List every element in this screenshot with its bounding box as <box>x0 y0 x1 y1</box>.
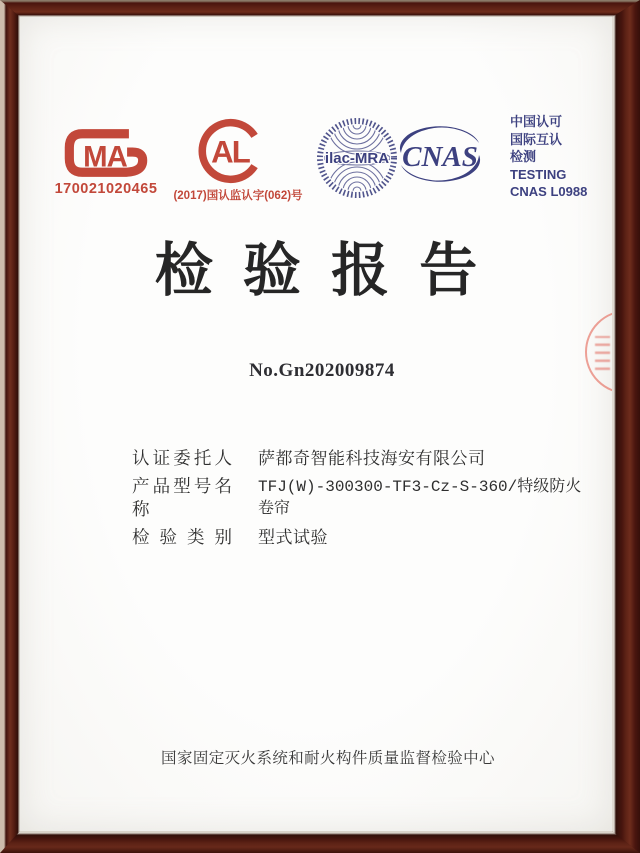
cnas-logo-icon <box>396 121 484 187</box>
accreditation-line: CNAS L0988 <box>510 184 588 200</box>
cma-certificate-number: 170021020465 <box>54 181 158 197</box>
accreditation-line: TESTING <box>510 166 567 182</box>
accreditation-line: 检测 <box>510 149 537 165</box>
report-number: No.Gn202009874 <box>249 360 395 381</box>
ilac-mra-logo-icon <box>315 110 399 206</box>
field-value: 萨都奇智能科技海安有限公司 <box>258 449 486 468</box>
frame-right <box>612 0 640 853</box>
frame-left <box>0 0 20 853</box>
accreditation-text <box>510 113 610 201</box>
field-row-applicant <box>132 447 608 470</box>
field-value: 型式试验 <box>258 528 328 547</box>
certificate-paper <box>20 17 612 831</box>
report-fields <box>132 447 608 554</box>
accreditation-line: 国际互认 <box>510 131 563 147</box>
cma-logo-icon <box>62 127 150 179</box>
svg-text:ilac-MRA: ilac-MRA <box>324 150 390 167</box>
svg-text:AL: AL <box>211 134 249 170</box>
frame-bottom <box>0 831 640 853</box>
field-label: 认证委托人 <box>132 448 232 468</box>
field-row-test-type <box>132 526 608 549</box>
accreditation-line: 中国认可 <box>510 114 563 129</box>
svg-text:CNAS: CNAS <box>402 141 478 173</box>
cal-logo-icon <box>196 117 264 185</box>
cal-approval-number: (2017)国认监认字(062)号 <box>173 190 303 202</box>
report-title: 检验报告 <box>154 238 508 303</box>
field-row-product-model <box>132 475 608 521</box>
issuing-authority: 国家固定灭火系统和耐火构件质量监督检验中心 <box>161 750 495 767</box>
frame-top <box>0 0 640 17</box>
svg-text:MA: MA <box>83 140 127 174</box>
seal-glyphs <box>595 336 610 370</box>
field-value: TFJ(W)-300300-TF3-Cz-S-360/特级防火卷帘 <box>258 478 582 518</box>
field-label: 产品型号名称 <box>132 476 232 519</box>
field-label: 检验类别 <box>132 527 232 547</box>
